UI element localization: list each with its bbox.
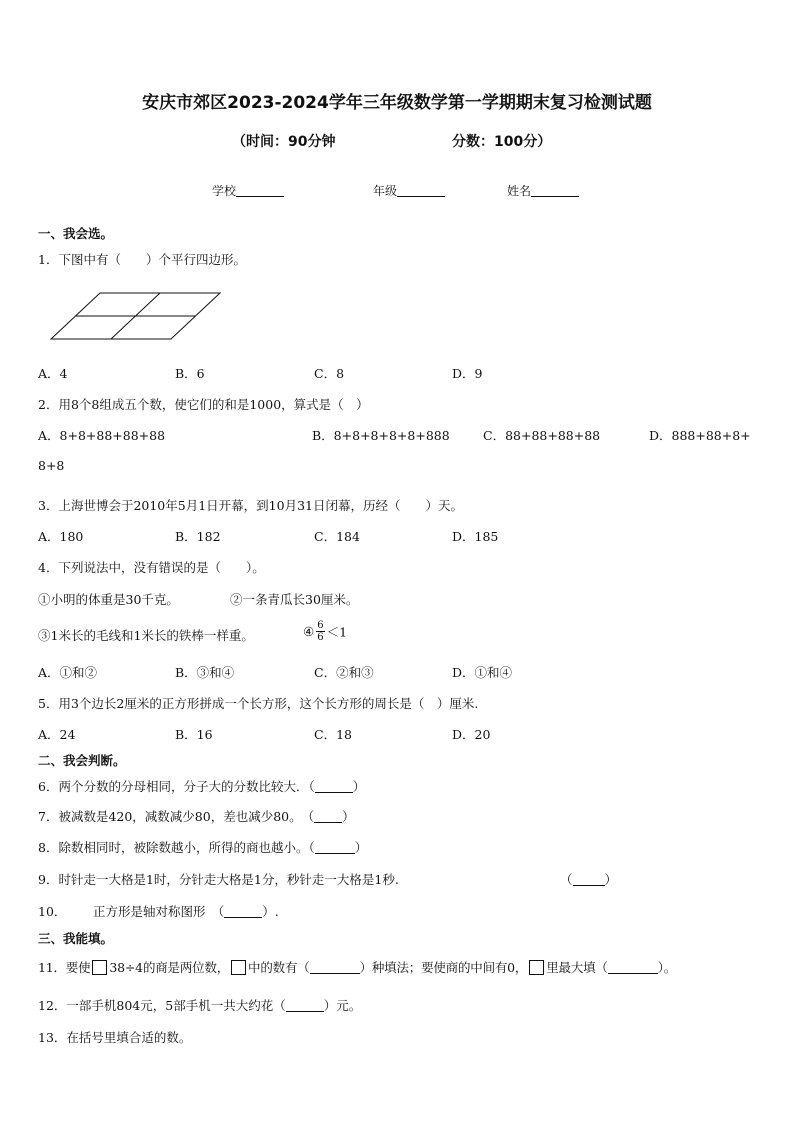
- q4-option-d[interactable]: D．①和④: [452, 665, 513, 680]
- q2-option-c[interactable]: C．88+88+88+88: [483, 428, 601, 443]
- q5-option-b[interactable]: B．16: [175, 727, 213, 742]
- question-10-number: 10．: [38, 904, 67, 919]
- grade-label: 年级: [373, 184, 398, 198]
- question-9: 9．时针走一大格是1时，分针走大格是1分，秒针走一大格是1秒.: [38, 872, 399, 887]
- q4-s4-prefix: ④: [303, 624, 315, 639]
- exam-score: 分数：100分）: [452, 134, 552, 150]
- q3-option-a[interactable]: A．180: [38, 529, 84, 544]
- q9-paren-open: （: [560, 872, 573, 887]
- grade-blank[interactable]: [397, 184, 445, 197]
- q11-part-1: 11．要使: [38, 960, 91, 975]
- q10-answer-blank[interactable]: [224, 905, 262, 918]
- q10-paren-close: ）.: [262, 904, 279, 919]
- q5-option-c[interactable]: C．18: [314, 727, 352, 742]
- question-1: 1．下图中有（ ）个平行四边形。: [38, 252, 246, 267]
- q9-answer-blank[interactable]: [573, 873, 605, 886]
- q4-statement-3: ③1米长的毛线和1米长的铁棒一样重。: [38, 628, 254, 643]
- q4-statement-1: ①小明的体重是30千克。: [38, 592, 179, 607]
- school-field[interactable]: [212, 182, 284, 199]
- q8-paren-close: ）: [354, 840, 368, 855]
- section-1-heading: 一、我会选。: [38, 226, 114, 241]
- q4-option-c[interactable]: C．②和③: [314, 665, 374, 680]
- question-8: [38, 838, 367, 856]
- exam-title: 安庆市郊区2023-2024学年三年级数学第一学期期末复习检测试题: [142, 93, 652, 113]
- grade-field[interactable]: [373, 182, 445, 199]
- q6-paren-close: ）: [352, 779, 366, 794]
- q7-answer-blank[interactable]: [314, 810, 342, 823]
- q11-empty-box: [529, 960, 544, 975]
- q4-fraction: [316, 620, 324, 643]
- name-field[interactable]: [507, 182, 579, 199]
- q12-text: 12．一部手机804元，5部手机一共大约花（: [38, 998, 286, 1013]
- question-2: 2．用8个8组成五个数，使它们的和是1000，算式是（ ）: [38, 397, 369, 412]
- question-3: 3．上海世博会于2010年5月1日开幕，到10月31日闭幕，历经（ ）天。: [38, 498, 463, 513]
- q4-s4-suffix: ＜1: [326, 624, 348, 640]
- q5-option-a[interactable]: A．24: [38, 727, 76, 742]
- q6-answer-blank[interactable]: [315, 780, 353, 793]
- question-5: 5．用3个边长2厘米的正方形拼成一个长方形，这个长方形的周长是（ ）厘米.: [38, 696, 479, 711]
- question-7: [38, 807, 355, 825]
- question-12: [38, 996, 361, 1014]
- q1-option-b[interactable]: B．6: [175, 366, 205, 381]
- q1-option-a[interactable]: A．4: [38, 366, 68, 381]
- q12-paren-close: ）元。: [323, 998, 362, 1013]
- q4-option-a[interactable]: A．①和②: [38, 665, 98, 680]
- q4-statement-4: [303, 620, 347, 643]
- q8-text: 8．除数相同时，被除数越小，所得的商也越小。（: [38, 840, 315, 855]
- question-11: [38, 958, 676, 976]
- school-label: 学校: [212, 184, 237, 198]
- q6-text: 6．两个分数的分母相同，分子大的分数比较大．（: [38, 779, 315, 794]
- section-3-heading: 三、我能填。: [38, 931, 114, 946]
- q10-text: 正方形是轴对称图形 （: [93, 904, 225, 919]
- q2-option-d-continued: 8+8: [38, 458, 65, 473]
- q2-option-d[interactable]: D．888+88+8+: [649, 428, 751, 443]
- q2-option-a[interactable]: A．8+8+88+88+88: [38, 428, 166, 443]
- q9-answer: [560, 870, 617, 888]
- q11-part-4: ）种填法；要使商的中间有0，: [359, 960, 528, 975]
- q4-fraction-numerator: 6: [317, 620, 324, 631]
- q3-option-b[interactable]: B．182: [175, 529, 221, 544]
- q1-option-d[interactable]: D．9: [452, 366, 483, 381]
- question-6: [38, 777, 365, 795]
- q4-statement-2: ②一条青瓜长30厘米。: [230, 592, 359, 607]
- q5-option-d[interactable]: D．20: [452, 727, 491, 742]
- question-13: 13．在括号里填合适的数。: [38, 1030, 192, 1045]
- school-blank[interactable]: [236, 184, 284, 197]
- q11-empty-box: [92, 960, 107, 975]
- q1-option-c[interactable]: C．8: [314, 366, 345, 381]
- question-4: 4．下列说法中，没有错误的是（ ）。: [38, 560, 265, 575]
- name-blank[interactable]: [531, 184, 579, 197]
- q11-part-3: 中的数有（: [248, 960, 310, 975]
- exam-time: （时间：90分钟: [232, 134, 336, 150]
- q11-empty-box: [231, 960, 246, 975]
- section-2-heading: 二、我会判断。: [38, 753, 126, 768]
- q3-option-d[interactable]: D．185: [452, 529, 499, 544]
- parallelogram-figure: [50, 291, 222, 341]
- q2-option-b[interactable]: B．8+8+8+8+8+888: [312, 428, 450, 443]
- name-label: 姓名: [507, 184, 532, 198]
- q7-paren-close: ）: [342, 809, 355, 824]
- q3-option-c[interactable]: C．184: [314, 529, 360, 544]
- q11-part-5: 里最大填（: [546, 960, 608, 975]
- q4-option-b[interactable]: B．③和④: [175, 665, 235, 680]
- q8-answer-blank[interactable]: [315, 841, 355, 854]
- q11-part-2: 38÷4的商是两位数，: [109, 960, 230, 975]
- q12-answer-blank[interactable]: [286, 999, 324, 1012]
- q7-text: 7．被减数是420，减数减少80，差也减少80。 （: [38, 809, 315, 824]
- q11-answer-blank-2[interactable]: [608, 961, 658, 974]
- q4-fraction-denominator: 6: [317, 632, 324, 643]
- q9-paren-close: ）: [604, 872, 618, 887]
- question-10: [93, 902, 279, 920]
- q11-answer-blank-1[interactable]: [310, 961, 360, 974]
- q11-part-6: ）。: [657, 960, 677, 975]
